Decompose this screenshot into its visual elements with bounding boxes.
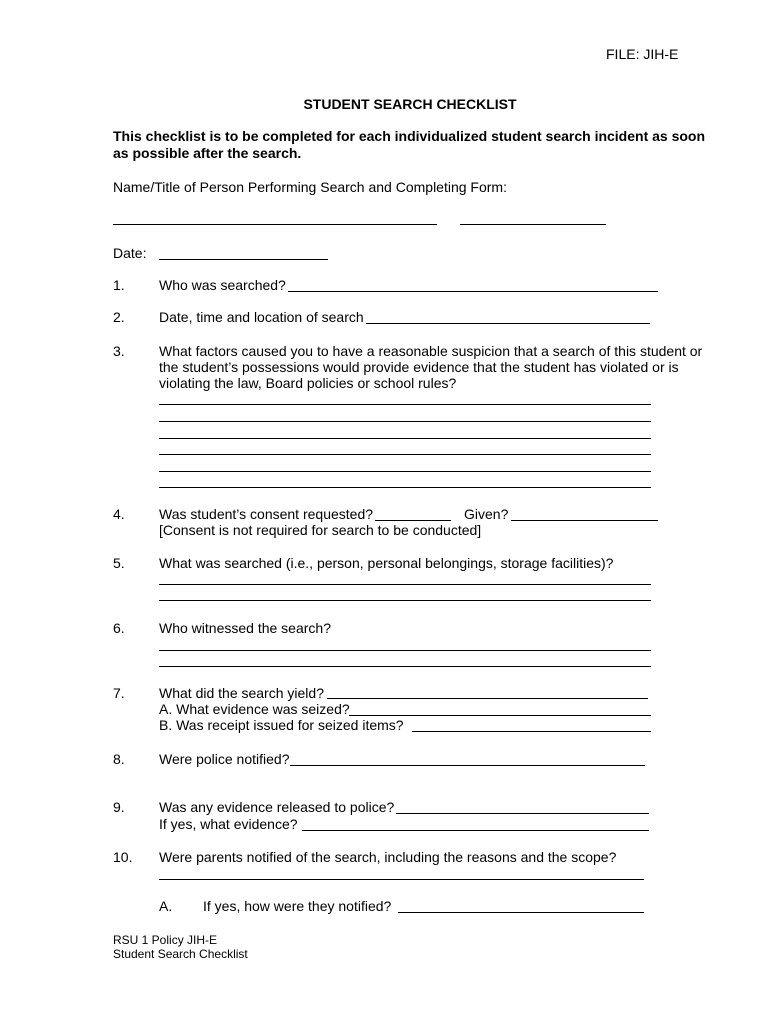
q3-text-line-2: the student’s possessions would provide evidence that the student has violated or is	[159, 359, 679, 375]
q3-answer-line-4[interactable]	[159, 454, 651, 455]
footer-form-name: Student Search Checklist	[113, 947, 248, 961]
q4-number: 4.	[113, 506, 125, 522]
q9-text: Was any evidence released to police?	[159, 799, 395, 815]
q5-answer-line-1[interactable]	[159, 584, 651, 585]
q7-text: What did the search yield?	[159, 685, 324, 701]
q10-answer-line[interactable]	[159, 879, 644, 880]
q5-text: What was searched (i.e., person, personal belongings, storage facilities)?	[159, 555, 614, 571]
q7-answer-line[interactable]	[327, 698, 648, 699]
q10-number: 10.	[113, 849, 133, 865]
footer-policy: RSU 1 Policy JIH-E	[113, 933, 218, 947]
q6-answer-line-2[interactable]	[159, 666, 651, 667]
q4-note: [Consent is not required for search to be conducted]	[159, 522, 482, 538]
q2-number: 2.	[113, 309, 125, 325]
intro-line-2: as possible after the search.	[113, 145, 302, 161]
q10-a-answer-line[interactable]	[398, 912, 644, 913]
performer-label: Name/Title of Person Performing Search and Completing Form:	[113, 179, 507, 195]
q1-number: 1.	[113, 277, 125, 293]
q10-text: Were parents notified of the search, including the reasons and the scope?	[159, 849, 617, 865]
q5-answer-line-2[interactable]	[159, 600, 651, 601]
q3-answer-line-1[interactable]	[159, 404, 651, 405]
file-label: FILE: JIH-E	[606, 46, 679, 62]
q4-text: Was student’s consent requested?	[159, 506, 374, 522]
q9-sub-text: If yes, what evidence?	[159, 816, 298, 832]
page-title: STUDENT SEARCH CHECKLIST	[303, 96, 517, 112]
q7-b-answer-line[interactable]	[412, 731, 651, 732]
q3-answer-line-2[interactable]	[159, 421, 651, 422]
q7-a-text: A. What evidence was seized?	[159, 701, 350, 717]
q8-text: Were police notified?	[159, 751, 290, 767]
q3-number: 3.	[113, 343, 125, 359]
q8-number: 8.	[113, 751, 125, 767]
q3-answer-line-3[interactable]	[159, 438, 651, 439]
q9-answer-line[interactable]	[396, 813, 649, 814]
performer-name-line[interactable]	[113, 224, 437, 225]
intro-line-1: This checklist is to be completed for each individualized student search incident as soon	[113, 128, 706, 144]
q10-a-label: A.	[159, 898, 173, 914]
q1-answer-line[interactable]	[288, 291, 658, 292]
q3-answer-line-5[interactable]	[159, 471, 651, 472]
q3-text-line-1: What factors caused you to have a reasonable suspicion that a search of this student or	[159, 343, 703, 359]
q2-answer-line[interactable]	[366, 323, 650, 324]
q7-b-text: B. Was receipt issued for seized items?	[159, 717, 404, 733]
q10-a-text: If yes, how were they notified?	[203, 898, 392, 914]
q3-answer-line-6[interactable]	[159, 487, 651, 488]
q9-number: 9.	[113, 799, 125, 815]
q2-text: Date, time and location of search	[159, 309, 364, 325]
q5-number: 5.	[113, 555, 125, 571]
date-line[interactable]	[159, 259, 328, 260]
q7-number: 7.	[113, 685, 125, 701]
q1-text: Who was searched?	[159, 277, 286, 293]
date-label: Date:	[113, 245, 147, 261]
q7-a-answer-line[interactable]	[349, 715, 651, 716]
q4-given-label: Given?	[464, 506, 509, 522]
q8-answer-line[interactable]	[290, 765, 645, 766]
q4-given-line[interactable]	[511, 520, 658, 521]
performer-title-line[interactable]	[460, 224, 606, 225]
q4-consent-line[interactable]	[375, 520, 451, 521]
q6-number: 6.	[113, 620, 125, 636]
q6-answer-line-1[interactable]	[159, 650, 651, 651]
q9-sub-answer-line[interactable]	[302, 830, 649, 831]
q6-text: Who witnessed the search?	[159, 620, 331, 636]
q3-text-line-3: violating the law, Board policies or school rules?	[159, 375, 457, 391]
